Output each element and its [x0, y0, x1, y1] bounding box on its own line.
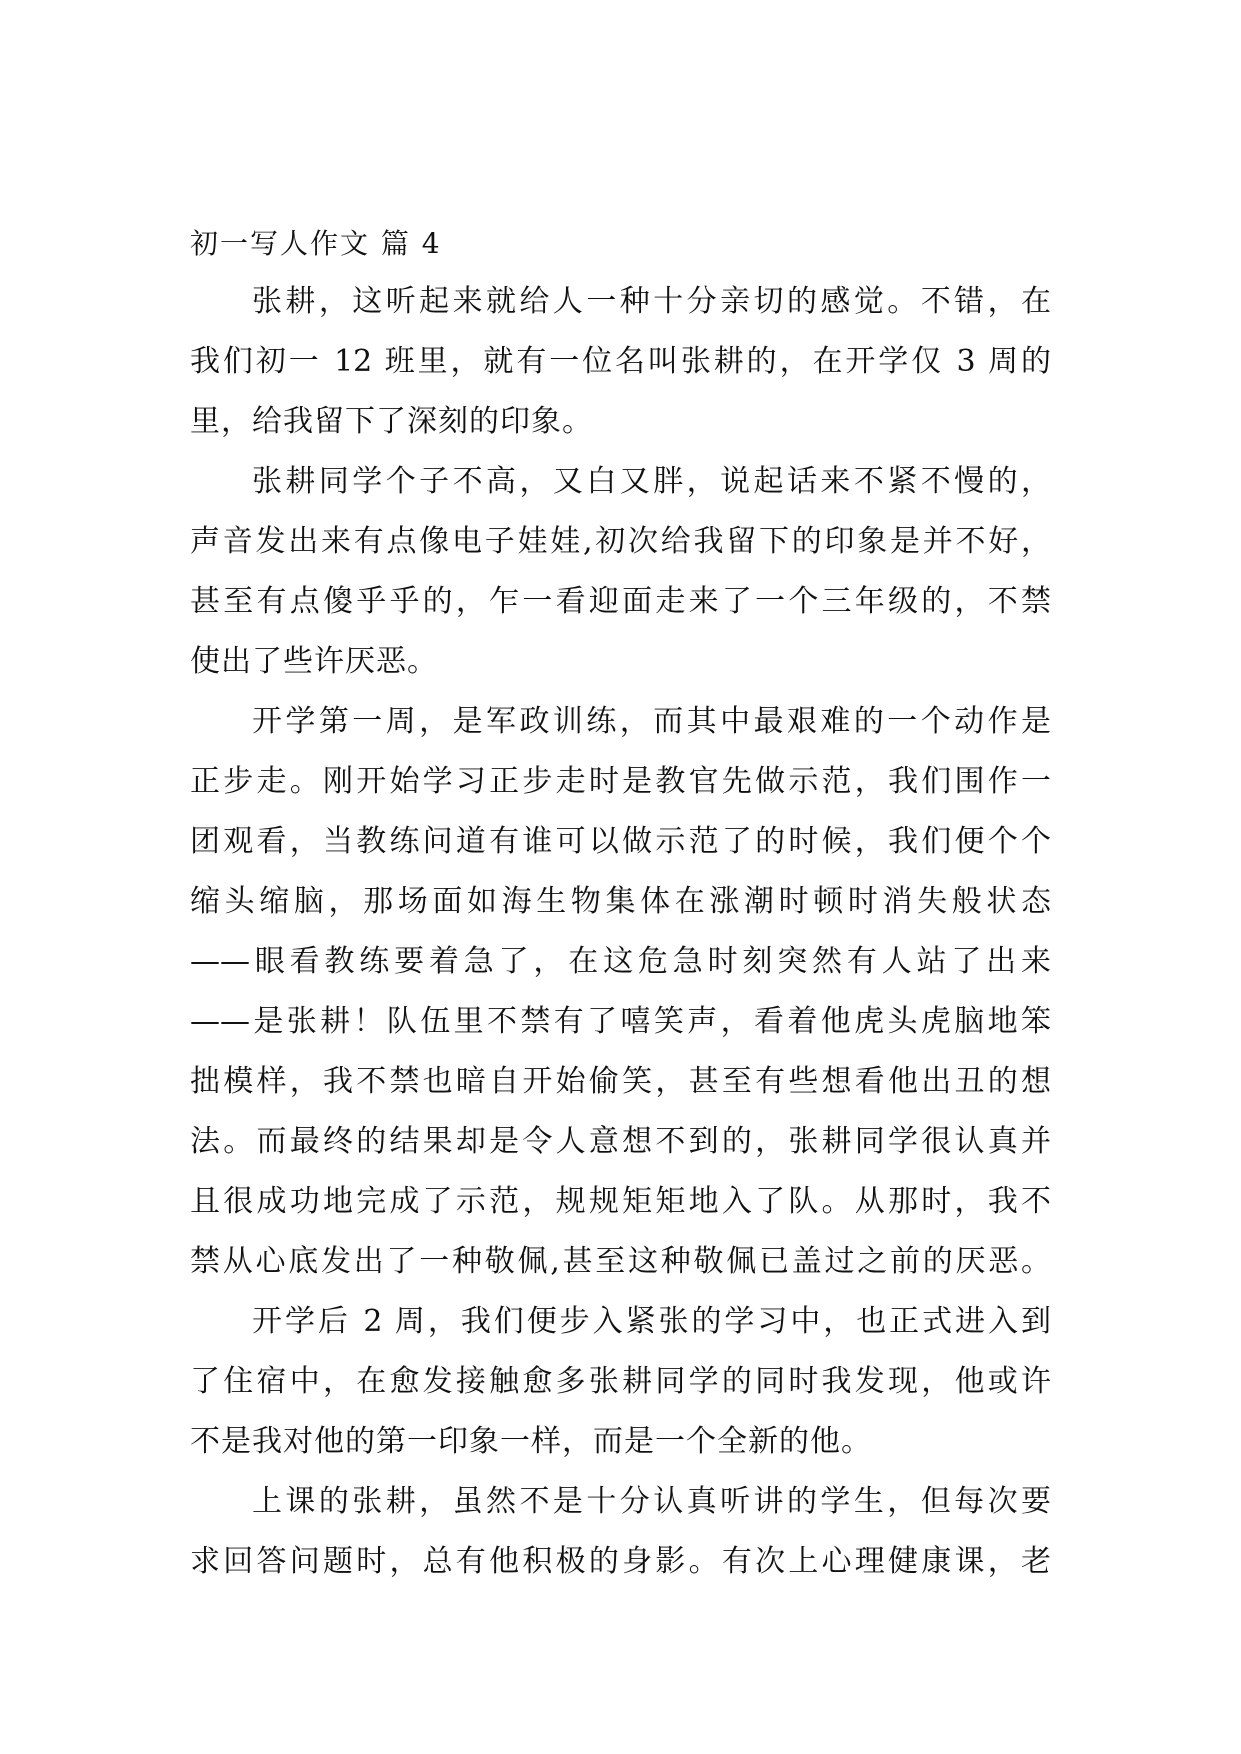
paragraph-line: 开学后 2 周，我们便步入紧张的学习中，也正式进入到 — [252, 1304, 1051, 1339]
paragraph-line: 张耕，这听起来就给人一种十分亲切的感觉。不错，在 — [252, 284, 1051, 319]
paragraph-line: 里，给我留下了深刻的印象。 — [190, 404, 593, 439]
paragraph-line: ——是张耕！队伍里不禁有了嘻笑声，看着他虎头虎脑地笨 — [190, 1004, 1051, 1039]
paragraph-line: 求回答问题时，总有他积极的身影。有次上心理健康课，老 — [190, 1544, 1051, 1579]
paragraph-line: 声音发出来有点像电子娃娃,初次给我留下的印象是并不好， — [190, 524, 1051, 559]
article-title: 初一写人作文 篇 4 — [190, 227, 442, 260]
paragraph-line: 开学第一周，是军政训练，而其中最艰难的一个动作是 — [252, 704, 1051, 739]
paragraph-line: 正步走。刚开始学习正步走时是教官先做示范，我们围作一 — [190, 764, 1051, 799]
paragraph-line: 禁从心底发出了一种敬佩,甚至这种敬佩已盖过之前的厌恶。 — [190, 1244, 1051, 1279]
paragraph-line: 拙模样，我不禁也暗自开始偷笑，甚至有些想看他出丑的想 — [190, 1064, 1051, 1099]
paragraph-line: 张耕同学个子不高，又白又胖，说起话来不紧不慢的， — [252, 464, 1051, 499]
paragraph-line: 且很成功地完成了示范，规规矩矩地入了队。从那时，我不 — [190, 1184, 1051, 1219]
article-body — [190, 216, 1051, 1592]
paragraph-line: 缩头缩脑，那场面如海生物集体在涨潮时顿时消失般状态 — [190, 884, 1051, 919]
paragraph-line: ——眼看教练要着急了，在这危急时刻突然有人站了出来 — [190, 944, 1051, 979]
paragraph-line: 上课的张耕，虽然不是十分认真听讲的学生，但每次要 — [252, 1484, 1051, 1519]
paragraph-line: 法。而最终的结果却是令人意想不到的，张耕同学很认真并 — [190, 1124, 1051, 1159]
paragraph-line: 使出了些许厌恶。 — [190, 644, 438, 679]
paragraph-line: 团观看，当教练问道有谁可以做示范了的时候，我们便个个 — [190, 824, 1051, 859]
paragraph-line: 不是我对他的第一印象一样，而是一个全新的他。 — [190, 1424, 872, 1459]
paragraph-line: 我们初一 12 班里，就有一位名叫张耕的，在开学仅 3 周的 — [190, 344, 1051, 379]
paragraph-line: 了住宿中，在愈发接触愈多张耕同学的同时我发现，他或许 — [190, 1364, 1051, 1399]
paragraph-line: 甚至有点傻乎乎的，乍一看迎面走来了一个三年级的，不禁 — [190, 584, 1051, 619]
